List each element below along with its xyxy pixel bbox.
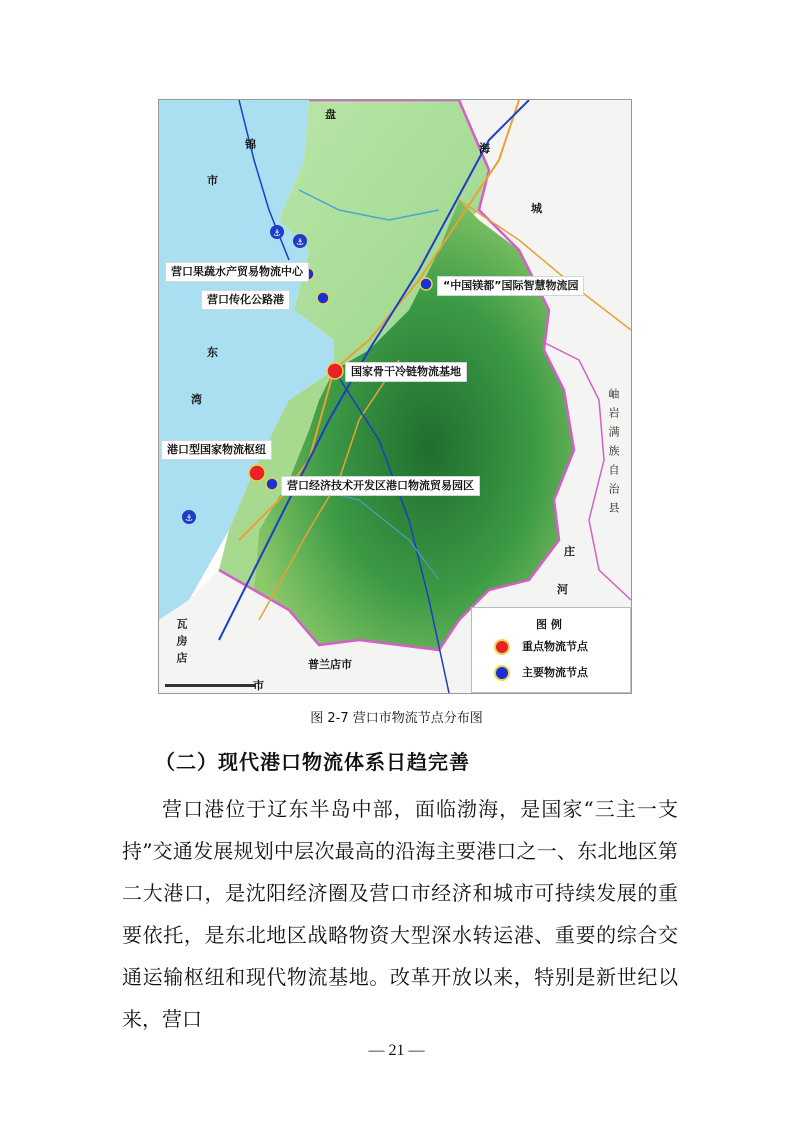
node-dot-edz	[266, 478, 278, 490]
port-anchor-icon-2	[293, 234, 307, 248]
map-legend	[471, 607, 631, 693]
map-label-zhuang: 庄	[564, 545, 575, 558]
map-label-he: 河	[557, 583, 568, 596]
node-label-port-hub: 港口型国家物流枢纽	[161, 440, 272, 460]
map-label-pan: 盘	[325, 108, 336, 121]
map-graphic	[159, 100, 631, 693]
legend-major-label: 主要物流节点	[522, 666, 588, 679]
legend-key-label: 重点物流节点	[522, 640, 588, 653]
node-label-edz: 营口经济技术开发区港口物流贸易园区	[281, 476, 480, 496]
scale-bar	[165, 684, 255, 687]
node-label-fruit-veg: 营口果蔬水产贸易物流中心	[165, 262, 309, 282]
node-dot-chuanhua	[317, 292, 329, 304]
paragraph-text: 营口港位于辽东半岛中部，面临渤海，是国家“三主一支持”交通发展规划中层次最高的沿海主要港口之一、东北地区第二大港口，是沈阳经济圈及营口市经济和城市可持续发展的重要依托，是东北地区战略物资大型深水转运港、重要的综合交通运输枢纽和现代物流基地。改革开放以来，特别是新世纪以来，营口	[122, 797, 678, 1031]
map-label-dong: 东	[207, 346, 218, 359]
node-label-magnesium: “中国镁都”国际智慧物流园	[437, 276, 584, 296]
map-label-shi-top: 市	[207, 174, 218, 187]
body-paragraph	[122, 788, 678, 1040]
map-label-hai: 海	[479, 142, 490, 155]
figure-caption: 图 2-7 营口市物流节点分布图	[310, 711, 483, 726]
node-label-cold-chain: 国家骨干冷链物流基地	[345, 362, 467, 382]
map-label-wafangdian: 瓦房店	[175, 618, 188, 669]
map-label-shi-bottom: 市	[253, 679, 264, 692]
legend-row-key	[494, 638, 588, 655]
map-label-xiuyan: 岫岩满族自治县	[607, 388, 620, 521]
port-anchor-icon-3	[182, 510, 196, 524]
svg-text:⚓: ⚓	[185, 514, 194, 524]
logistics-node-map	[158, 99, 632, 694]
map-label-wan: 湾	[191, 393, 202, 406]
legend-title: 图 例	[536, 618, 562, 631]
node-dot-magnesium	[420, 278, 432, 290]
svg-text:⚓: ⚓	[273, 229, 282, 239]
key-node-marker-icon	[494, 639, 510, 655]
svg-text:⚓: ⚓	[296, 238, 305, 248]
node-label-chuanhua: 营口传化公路港	[201, 290, 290, 310]
map-label-cheng: 城	[531, 202, 542, 215]
map-label-pulandian: 普兰店市	[308, 658, 352, 671]
major-node-marker-icon	[494, 665, 510, 681]
port-anchor-icon-1	[270, 225, 284, 239]
node-dot-port-hub	[249, 465, 265, 481]
page-number: — 21 —	[368, 1042, 425, 1059]
legend-row-major	[494, 664, 588, 681]
map-label-jin: 锦	[245, 138, 256, 151]
node-dot-cold-chain	[327, 363, 343, 379]
section-heading: （二）现代港口物流体系日趋完善	[155, 750, 470, 774]
